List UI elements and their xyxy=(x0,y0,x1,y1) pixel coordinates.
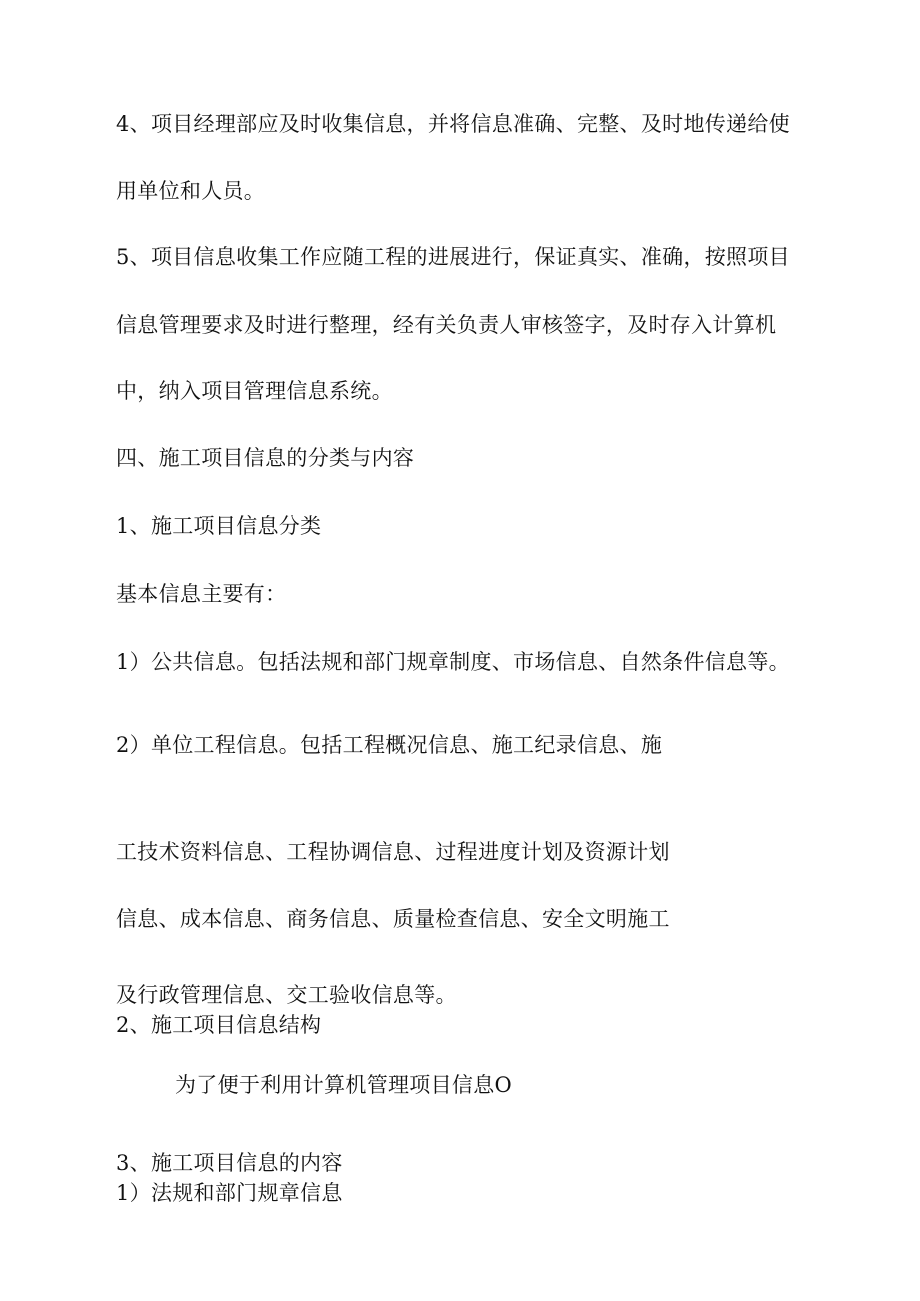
paragraph-line: 为了便于利用计算机管理项目信息O xyxy=(175,1073,513,1097)
paragraph-line: 5、项目信息收集工作应随工程的进展进行，保证真实、准确，按照项目 xyxy=(116,245,790,269)
paragraph-line: 中，纳入项目管理信息系统。 xyxy=(116,379,393,403)
section-heading: 四、施工项目信息的分类与内容 xyxy=(116,446,415,470)
list-item: 2）单位工程信息。包括工程概况信息、施工纪录信息、施 xyxy=(116,733,663,757)
list-item: 1）公共信息。包括法规和部门规章制度、市场信息、自然条件信息等。 xyxy=(116,650,790,674)
paragraph-line: 用单位和人员。 xyxy=(116,179,266,203)
paragraph-line: 4、项目经理部应及时收集信息，并将信息准确、完整、及时地传递给使 xyxy=(116,112,790,136)
subsection-heading: 3、施工项目信息的内容 xyxy=(116,1151,343,1175)
list-item: 1）法规和部门规章信息 xyxy=(116,1181,343,1205)
paragraph-line: 及行政管理信息、交工验收信息等。 xyxy=(116,983,457,1007)
paragraph-line: 信息、成本信息、商务信息、质量检查信息、安全文明施工 xyxy=(116,907,670,931)
subsection-heading: 2、施工项目信息结构 xyxy=(116,1013,322,1037)
paragraph-line: 信息管理要求及时进行整理，经有关负责人审核签字，及时存入计算机 xyxy=(116,313,777,337)
paragraph-line: 基本信息主要有： xyxy=(116,582,287,606)
paragraph-line: 工技术资料信息、工程协调信息、过程进度计划及资源计划 xyxy=(116,840,670,864)
subsection-heading: 1、施工项目信息分类 xyxy=(116,514,322,538)
